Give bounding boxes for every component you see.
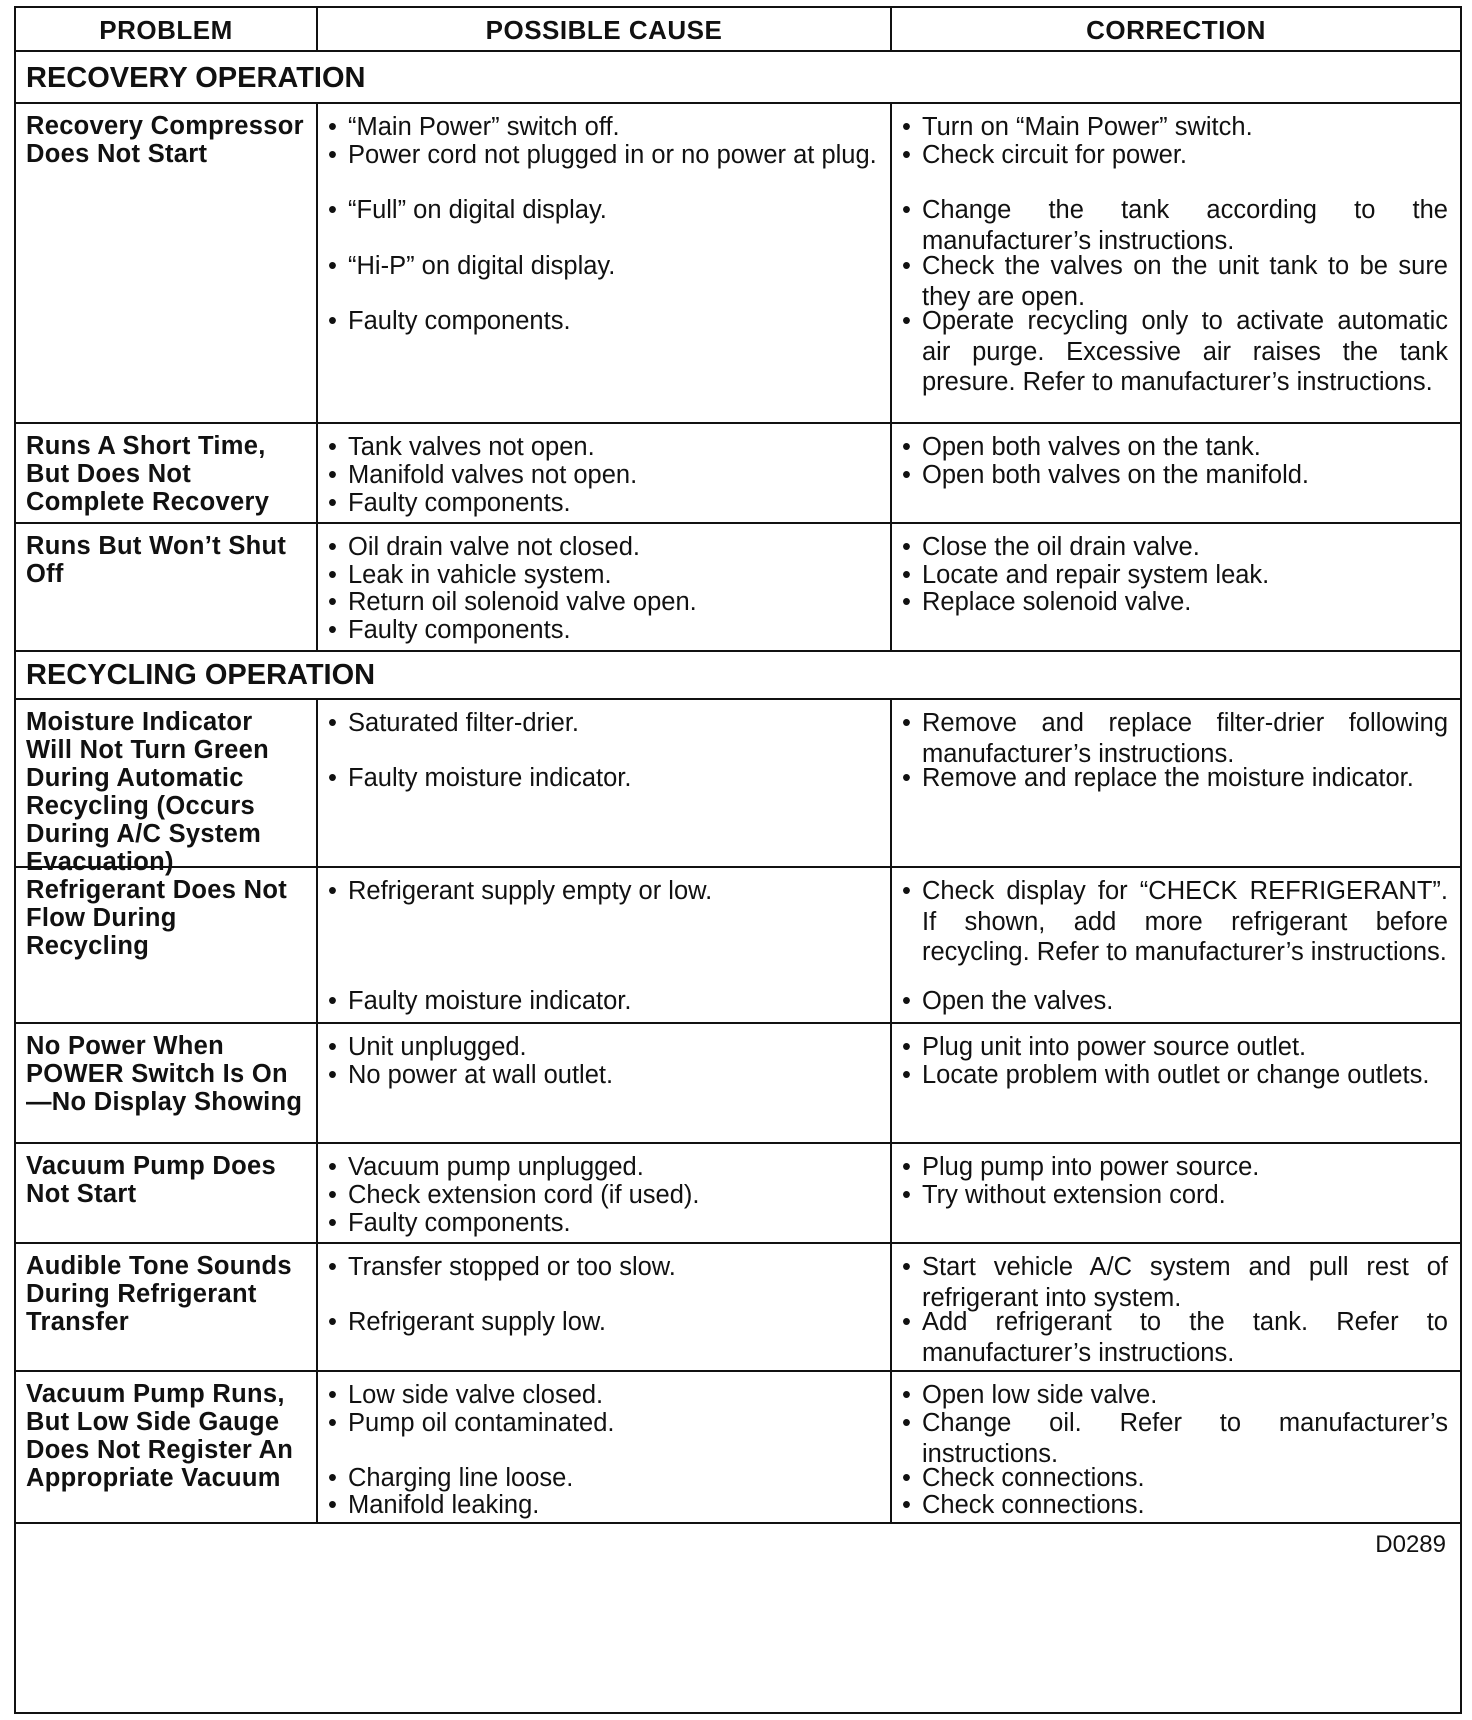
cause-item: Refrigerant supply low. xyxy=(348,1308,606,1336)
cause-item: Manifold valves not open. xyxy=(348,461,638,489)
table-row xyxy=(16,1144,1460,1244)
header-possible-cause: POSSIBLE CAUSE xyxy=(318,8,892,50)
correction-item: Check connections. xyxy=(922,1464,1145,1492)
cause-item: Manifold leaking. xyxy=(348,1491,540,1519)
problem-cell: Moisture Indicator Will Not Turn Green During Automatic Recycling (Occurs During A/C System Evacuation) xyxy=(16,700,318,866)
correction-cell: • Open both valves on the tank. • Open both valves on the manifold. xyxy=(902,433,1309,489)
correction-item: Locate and repair system leak. xyxy=(922,561,1270,589)
cause-item: “Full” on digital display. xyxy=(348,196,607,224)
correction-item: Add refrigerant to the tank. Refer to manufacturer’s instructions. xyxy=(922,1308,1448,1367)
cause-cell: • Refrigerant supply empty or low. • Faulty moisture indicator. xyxy=(318,868,892,1022)
correction-item: Start vehicle A/C system and pull rest of refrigerant into system. xyxy=(922,1253,1448,1312)
correction-item: Replace solenoid valve. xyxy=(922,588,1192,616)
cause-item: “Main Power” switch off. xyxy=(348,113,620,141)
cause-item: Unit unplugged. xyxy=(348,1033,527,1061)
correction-item: Open both valves on the tank. xyxy=(922,433,1261,461)
correction-item: Open both valves on the manifold. xyxy=(922,461,1309,489)
section-title-recovery: RECOVERY OPERATION xyxy=(16,52,1460,104)
problem-cell: Vacuum Pump Does Not Start xyxy=(16,1144,318,1242)
correction-item: Plug pump into power source. xyxy=(922,1153,1260,1181)
cause-item: Faulty moisture indicator. xyxy=(348,764,632,792)
cause-item: Faulty components. xyxy=(348,307,571,335)
correction-item: Check circuit for power. xyxy=(922,141,1188,169)
cause-cell: • Saturated filter-drier. • Faulty moisture indicator. xyxy=(318,700,892,866)
cause-item: No power at wall outlet. xyxy=(348,1061,614,1089)
cause-item: Faulty components. xyxy=(348,616,571,644)
cause-cell: • Unit unplugged. • No power at wall outlet. xyxy=(318,1024,892,1142)
cause-item: “Hi-P” on digital display. xyxy=(348,252,616,280)
cause-cell: • Oil drain valve not closed. • Leak in vahicle system. • Return oil solenoid valve open. • Faulty components. xyxy=(318,524,892,650)
cause-item: Tank valves not open. xyxy=(348,433,595,461)
cause-item: Check extension cord (if used). xyxy=(348,1181,700,1209)
cause-item: Pump oil contaminated. xyxy=(348,1409,615,1437)
cause-item: Return oil solenoid valve open. xyxy=(348,588,697,616)
cause-cell: • Tank valves not open. • Manifold valves not open. • Faulty components. xyxy=(318,424,892,522)
problem-cell: Vacuum Pump Runs, But Low Side Gauge Does Not Register An Appropriate Vacuum xyxy=(16,1372,318,1522)
correction-item: Operate recycling only to activate automatic air purge. Excessive air raises the tank presure. Refer to manufacturer’s instructions. xyxy=(922,307,1448,396)
problem-cell: Audible Tone Sounds During Refrigerant Transfer xyxy=(16,1244,318,1370)
correction-cell: • Start vehicle A/C system and pull rest of refrigerant into system. • Add refrigerant to the tank. Refer to manufacturer’s instructions. xyxy=(902,1253,1448,1367)
cause-item: Power cord not plugged in or no power at plug. xyxy=(348,141,877,169)
table-row xyxy=(16,104,1460,424)
cause-item: Vacuum pump unplugged. xyxy=(348,1153,644,1181)
problem-cell: Refrigerant Does Not Flow During Recycling xyxy=(16,868,318,1022)
header-problem: PROBLEM xyxy=(16,8,318,50)
cause-item: Oil drain valve not closed. xyxy=(348,533,640,561)
table-row xyxy=(16,424,1460,524)
correction-cell: • Check display for “CHECK REFRIGERANT”. If shown, add more refrigerant before recycling. Refer to manufacturer’s instructions. • Open the valves. xyxy=(902,877,1448,1015)
correction-item: Open the valves. xyxy=(922,987,1114,1015)
correction-item: Open low side valve. xyxy=(922,1381,1158,1409)
correction-item: Check display for “CHECK REFRIGERANT”. If shown, add more refrigerant before recycling. Refer to manufacturer’s instructions. xyxy=(922,877,1448,966)
problem-cell: No Power When POWER Switch Is On—No Display Showing xyxy=(16,1024,318,1142)
troubleshooting-table xyxy=(14,6,1462,1714)
table-row xyxy=(16,868,1460,1024)
table-row xyxy=(16,1024,1460,1144)
problem-cell: Recovery Compressor Does Not Start xyxy=(16,104,318,422)
table-row xyxy=(16,1372,1460,1524)
correction-cell: • Plug pump into power source. • Try without extension cord. xyxy=(902,1153,1260,1209)
cause-item: Refrigerant supply empty or low. xyxy=(348,877,713,905)
correction-cell: • Remove and replace filter-drier following manufacturer’s instructions. • Remove and replace the moisture indicator. xyxy=(902,709,1448,792)
cause-item: Faulty components. xyxy=(348,489,571,517)
correction-item: Close the oil drain valve. xyxy=(922,533,1200,561)
table-row xyxy=(16,1244,1460,1372)
table-header-row xyxy=(16,8,1460,52)
correction-item: Turn on “Main Power” switch. xyxy=(922,113,1253,141)
correction-item: Plug unit into power source outlet. xyxy=(922,1033,1307,1061)
cause-item: Transfer stopped or too slow. xyxy=(348,1253,676,1281)
problem-cell: Runs But Won’t Shut Off xyxy=(16,524,318,650)
problem-cell: Runs A Short Time, But Does Not Complete Recovery xyxy=(16,424,318,522)
correction-item: Change the tank according to the manufacturer’s instructions. xyxy=(922,196,1448,255)
cause-item: Faulty components. xyxy=(348,1209,571,1237)
table-row xyxy=(16,700,1460,876)
cause-item: Saturated filter-drier. xyxy=(348,709,580,737)
cause-cell: • “Main Power” switch off. • Power cord not plugged in or no power at plug. • “Full” on digital display. • “Hi-P” on digital display. • Faulty components. xyxy=(318,104,892,422)
cause-cell: • Transfer stopped or too slow. • Refrigerant supply low. xyxy=(318,1244,892,1370)
correction-item: Check the valves on the unit tank to be sure they are open. xyxy=(922,252,1448,311)
table-row xyxy=(16,524,1460,652)
correction-item: Remove and replace the moisture indicator. xyxy=(922,764,1414,792)
correction-item: Check connections. xyxy=(922,1491,1145,1519)
correction-item: Try without extension cord. xyxy=(922,1181,1226,1209)
correction-cell: • Plug unit into power source outlet. • Locate problem with outlet or change outlets. xyxy=(902,1033,1430,1089)
correction-cell: • Turn on “Main Power” switch. • Check circuit for power. • Change the tank according to the manufacturer’s instructions. • Check the valves on the unit tank to be sure they are open. • Operate recycling only to activate automatic air purge. Excessive air raises the tank presure. Refer to manufacturer’s instructions. xyxy=(902,113,1448,396)
correction-cell: • Close the oil drain valve. • Locate and repair system leak. • Replace solenoid valve. xyxy=(902,533,1270,616)
table-footer xyxy=(16,1524,1460,1712)
cause-item: Charging line loose. xyxy=(348,1464,574,1492)
correction-item: Remove and replace filter-drier following manufacturer’s instructions. xyxy=(922,709,1448,768)
correction-item: Locate problem with outlet or change outlets. xyxy=(922,1061,1430,1089)
figure-code: D0289 xyxy=(1375,1531,1446,1558)
correction-cell: • Open low side valve. • Change oil. Refer to manufacturer’s instructions. • Check connections. • Check connections. xyxy=(902,1381,1448,1519)
cause-item: Faulty moisture indicator. xyxy=(348,987,632,1015)
cause-cell: • Low side valve closed. • Pump oil contaminated. • Charging line loose. • Manifold leaking. xyxy=(318,1372,892,1522)
header-correction: CORRECTION xyxy=(1086,15,1266,45)
correction-item: Change oil. Refer to manufacturer’s instructions. xyxy=(922,1409,1448,1468)
cause-cell: • Vacuum pump unplugged. • Check extension cord (if used). • Faulty components. xyxy=(318,1144,892,1242)
section-title-recycling: RECYCLING OPERATION xyxy=(16,652,1460,700)
cause-item: Leak in vahicle system. xyxy=(348,561,612,589)
cause-item: Low side valve closed. xyxy=(348,1381,604,1409)
